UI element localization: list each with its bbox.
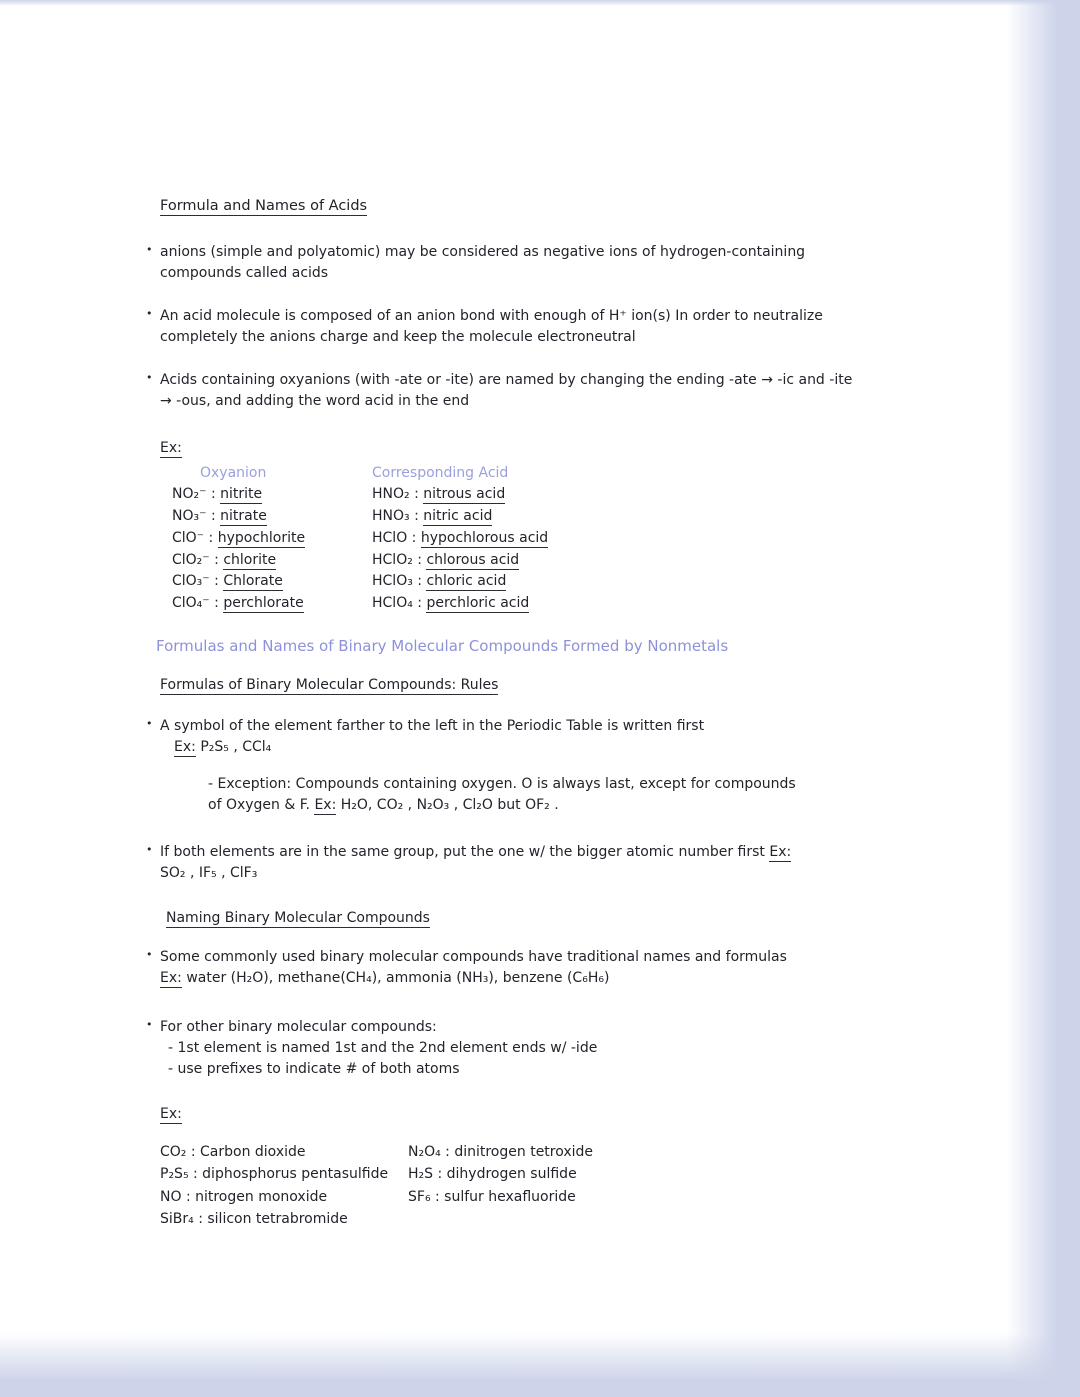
- naming-sub-rule-2: - use prefixes to indicate # of both atoms: [168, 1061, 460, 1078]
- acids-bullet-3: [146, 370, 866, 412]
- scan-edge-right: [1006, 0, 1080, 1397]
- section-heading-acids-text: Formula and Names of Acids: [160, 198, 368, 214]
- rule-1-example-formulas: P₂S₅ , CCl₄: [200, 739, 272, 756]
- oxyanion-cell: [160, 593, 372, 615]
- acid-cell: [372, 506, 890, 528]
- oxyanion-formula: ClO⁻ :: [172, 529, 214, 546]
- section-heading-binary: Formulas and Names of Binary Molecular Compounds Formed by Nonmetals: [156, 636, 729, 655]
- acid-cell: [372, 593, 890, 615]
- example-label: Ex:: [314, 797, 337, 814]
- rule-2-example-formulas: SO₂ , IF₅ , ClF₃: [160, 865, 258, 882]
- acid-name: hypochlorous acid: [420, 529, 549, 546]
- oxyanion-cell: [160, 550, 372, 572]
- acid-name: nitric acid: [423, 508, 493, 525]
- rule-1-text: A symbol of the element farther to the left in the Periodic Table is written first: [160, 718, 705, 735]
- scan-edge-top: [0, 0, 1080, 6]
- rule-1-example: [174, 737, 866, 758]
- oxyanion-formula: ClO₄⁻ :: [172, 594, 219, 611]
- naming-bullet-1-text: Some commonly used binary molecular compounds have traditional names and formulas: [160, 949, 787, 966]
- example-label: Ex:: [160, 439, 182, 456]
- naming-bullet-2: [146, 1017, 866, 1080]
- oxyanion-cell: [160, 484, 372, 506]
- column-header-acid: Corresponding Acid: [372, 464, 509, 481]
- rule-2-text: If both elements are in the same group, put the one w/ the bigger atomic number first: [160, 844, 765, 861]
- acid-formula: HClO₄ :: [372, 594, 422, 611]
- subheading-naming: [166, 908, 890, 929]
- oxyanion-formula: ClO₃⁻ :: [172, 573, 219, 590]
- acid-name: chlorous acid: [426, 551, 520, 568]
- rule-1: [146, 716, 866, 758]
- table-row: [160, 506, 890, 528]
- example-label: Ex:: [174, 739, 196, 756]
- table-row: [160, 571, 890, 593]
- exception-text: - Exception: Compounds containing oxygen. O is always last, except for compounds of Oxygen & F.: [208, 776, 796, 814]
- oxyanion-formula: NO₂⁻ :: [172, 486, 216, 503]
- oxyanion-cell: [160, 506, 372, 528]
- oxyanion-name: chlorite: [223, 551, 277, 568]
- compound-item: SiBr₄ : silicon tetrabromide: [160, 1211, 348, 1228]
- acid-cell: [372, 550, 890, 572]
- compound-examples: [160, 1141, 890, 1231]
- bullet-dot: •: [146, 242, 153, 256]
- rule-2: [146, 842, 820, 884]
- compound-column-right: [408, 1141, 708, 1231]
- acid-formula: HClO :: [372, 529, 417, 546]
- subheading-formulas-rules-text: Formulas of Binary Molecular Compounds: Rules: [160, 677, 499, 694]
- table-row: [160, 528, 890, 550]
- table-row: [160, 484, 890, 506]
- compound-item: NO : nitrogen monoxide: [160, 1188, 328, 1205]
- acid-name: perchloric acid: [426, 594, 530, 611]
- oxyanion-name: nitrate: [220, 508, 267, 525]
- acid-cell: [372, 528, 890, 550]
- table-row: [160, 593, 890, 615]
- acid-formula: HClO₃ :: [372, 573, 422, 590]
- compound-item: H₂S : dihydrogen sulfide: [408, 1166, 577, 1183]
- acid-name: nitrous acid: [423, 486, 506, 503]
- subheading-formulas-rules: [160, 675, 890, 696]
- oxyanion-cell: [160, 528, 372, 550]
- oxyanion-acid-table: [160, 463, 890, 615]
- naming-sub-rule-1: - 1st element is named 1st and the 2nd element ends w/ -ide: [168, 1040, 598, 1057]
- bullet-dot: •: [146, 370, 153, 384]
- bullet-dot: •: [146, 1018, 153, 1032]
- acid-cell: [372, 571, 890, 593]
- table-row: [160, 550, 890, 572]
- acid-formula: HClO₂ :: [372, 551, 422, 568]
- oxyanion-formula: NO₃⁻ :: [172, 508, 216, 525]
- example-label: Ex:: [160, 1106, 182, 1123]
- compound-item: CO₂ : Carbon dioxide: [160, 1144, 306, 1161]
- final-example-label-line: [160, 1104, 890, 1125]
- compound-item: N₂O₄ : dinitrogen tetroxide: [408, 1144, 594, 1161]
- column-header-oxyanion: Oxyanion: [200, 464, 267, 481]
- compound-item: SF₆ : sulfur hexafluoride: [408, 1188, 576, 1205]
- exception-example-formulas: H₂O, CO₂ , N₂O₃ , Cl₂O but OF₂ .: [340, 797, 559, 814]
- acids-example-label-line: [160, 438, 890, 459]
- naming-bullet-2-text: For other binary molecular compounds:: [160, 1019, 437, 1036]
- acids-bullet-1: [146, 242, 866, 284]
- oxyanion-name: Chlorate: [223, 573, 283, 590]
- example-label: Ex:: [160, 970, 182, 987]
- bullet-dot: •: [146, 717, 153, 731]
- acids-bullet-1-text: anions (simple and polyatomic) may be considered as negative ions of hydrogen-containing compounds called acids: [160, 243, 806, 281]
- compound-item: P₂S₅ : diphosphorus pentasulfide: [160, 1166, 389, 1183]
- naming-bullet-1: [146, 947, 866, 989]
- bullet-dot: •: [146, 843, 153, 857]
- oxyanion-name: nitrite: [220, 486, 263, 503]
- acid-name: chloric acid: [426, 573, 507, 590]
- oxyanion-name: perchlorate: [223, 594, 304, 611]
- acids-bullet-3-text: Acids containing oxyanions (with -ate or -ite) are named by changing the ending -ate → -ic and -ite → -ous, and adding the word acid in the end: [160, 371, 853, 409]
- acids-bullet-2: [146, 306, 866, 348]
- acid-formula: HNO₃ :: [372, 508, 419, 525]
- oxyanion-name: hypochlorite: [217, 529, 306, 546]
- acid-cell: [372, 484, 890, 506]
- scan-edge-bottom: [0, 1333, 1080, 1397]
- naming-bullet-1-example: [160, 968, 866, 989]
- rule-1-exception: [208, 774, 808, 816]
- table-header-row: [160, 463, 890, 485]
- naming-bullet-1-example-text: water (H₂O), methane(CH₄), ammonia (NH₃), benzene (C₆H₆): [186, 970, 610, 987]
- oxyanion-cell: [160, 571, 372, 593]
- compound-column-left: [160, 1141, 408, 1231]
- bullet-dot: •: [146, 948, 153, 962]
- oxyanion-formula: ClO₂⁻ :: [172, 551, 219, 568]
- subheading-naming-text: Naming Binary Molecular Compounds: [166, 910, 430, 927]
- acids-bullet-2-text: An acid molecule is composed of an anion bond with enough of H⁺ ion(s) In order to neutralize completely the anions charge and keep the molecule electroneutral: [160, 307, 823, 345]
- bullet-dot: •: [146, 306, 153, 320]
- notes-content: [146, 196, 890, 1231]
- example-label: Ex:: [769, 844, 792, 861]
- acid-formula: HNO₂ :: [372, 486, 419, 503]
- section-heading-acids: [160, 196, 890, 218]
